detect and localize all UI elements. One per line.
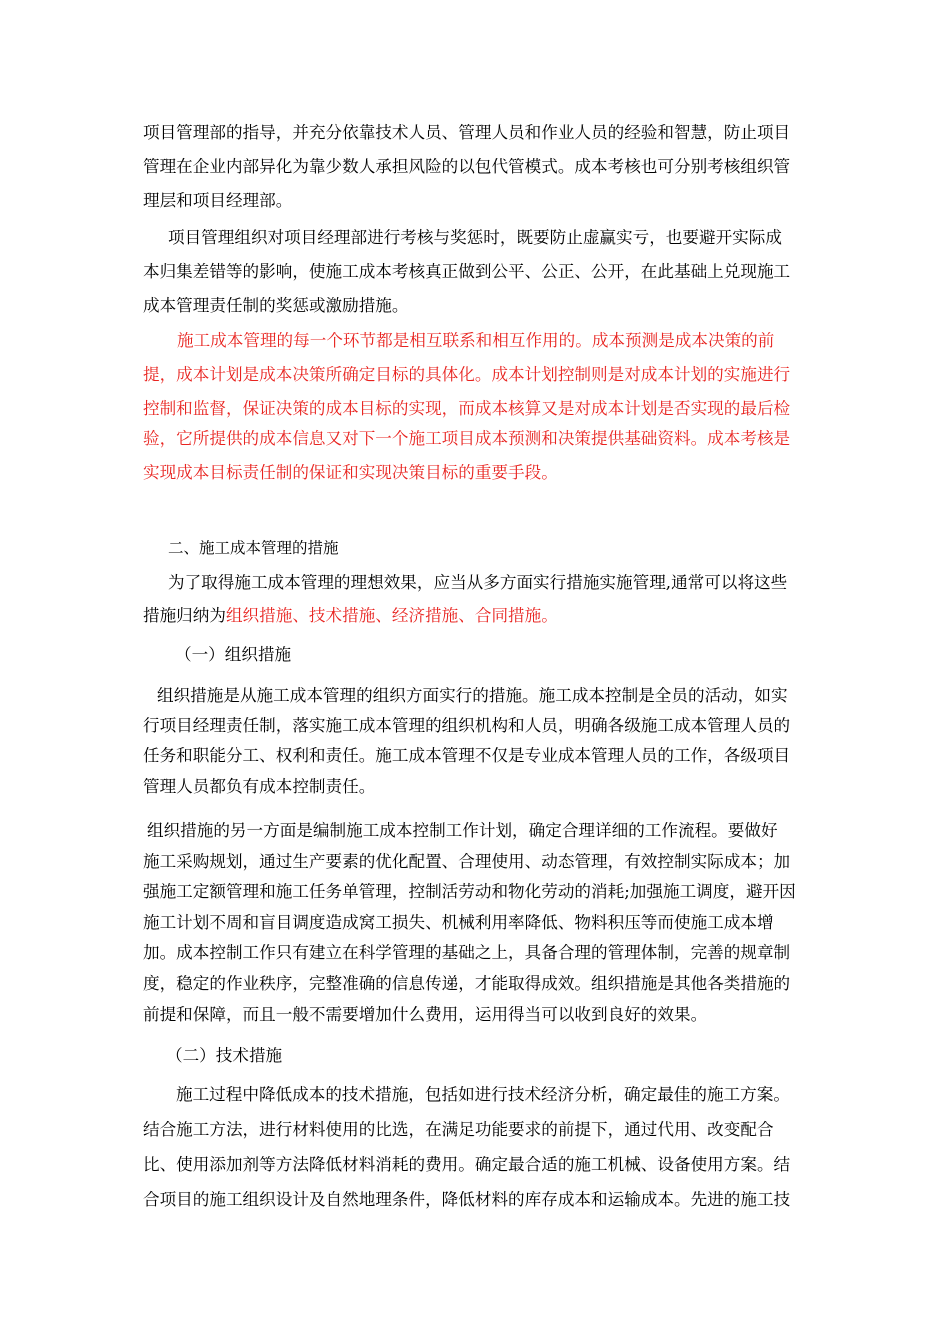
p6-line-2: 施工采购规划，通过生产要素的优化配置、合理使用、动态管理，有效控制实际成本；加 xyxy=(143,852,791,871)
p1-line-2: 管理在企业内部异化为靠少数人承担风险的以包代管模式。成本考核也可分别考核组织管 xyxy=(143,157,791,176)
p7-line-2: 结合施工方法，进行材料使用的比选，在满足功能要求的前提下，通过代用、改变配合 xyxy=(143,1120,774,1139)
p5-line-1: 组织措施是从施工成本管理的组织方面实行的措施。施工成本控制是全员的活动，如实 xyxy=(157,686,788,705)
p4-line-2 xyxy=(143,606,558,626)
p4-line-2-prefix: 措施归纳为 xyxy=(143,606,226,625)
p5-line-4: 管理人员都负有成本控制责任。 xyxy=(143,777,376,796)
p7-line-1: 施工过程中降低成本的技术措施，包括如进行技术经济分析，确定最佳的施工方案。 xyxy=(176,1085,790,1104)
p6-line-5: 加。成本控制工作只有建立在科学管理的基础之上，具备合理的管理体制，完善的规章制 xyxy=(143,943,791,962)
p7-line-3: 比、使用添加剂等方法降低材料消耗的费用。确定最合适的施工机械、设备使用方案。结 xyxy=(143,1155,791,1174)
p5-line-2: 行项目经理责任制，落实施工成本管理的组织机构和人员，明确各级施工成本管理人员的 xyxy=(143,716,791,735)
p3-line-5: 实现成本目标责任制的保证和实现决策目标的重要手段。 xyxy=(143,463,558,482)
section-heading: 二、施工成本管理的措施 xyxy=(168,539,339,557)
p6-line-6: 度，稳定的作业秩序，完整准确的信息传递，才能取得成效。组织措施是其他各类措施的 xyxy=(143,974,791,993)
p3-line-1: 施工成本管理的每一个环节都是相互联系和相互作用的。成本预测是成本决策的前 xyxy=(177,331,775,350)
p4-line-2-measures: 组织措施、技术措施、经济措施、合同措施。 xyxy=(225,606,558,625)
p1-line-1: 项目管理部的指导，并充分依靠技术人员、管理人员和作业人员的经验和智慧，防止项目 xyxy=(143,123,791,142)
p3-line-2: 提，成本计划是成本决策所确定目标的具体化。成本计划控制则是对成本计划的实施进行 xyxy=(143,365,791,384)
p7-line-4: 合项目的施工组织设计及自然地理条件，降低材料的库存成本和运输成本。先进的施工技 xyxy=(143,1190,791,1209)
subheading-organizational: （一）组织措施 xyxy=(175,645,292,664)
p1-line-3: 理层和项目经理部。 xyxy=(143,191,293,210)
p4-line-1: 为了取得施工成本管理的理想效果，应当从多方面实行措施实施管理,通常可以将这些 xyxy=(168,573,788,592)
p6-line-3: 强施工定额管理和施工任务单管理，控制活劳动和物化劳动的消耗;加强施工调度，避开因 xyxy=(143,882,796,901)
p2-line-1: 项目管理组织对项目经理部进行考核与奖惩时，既要防止虚赢实亏，也要避开实际成 xyxy=(168,228,782,247)
p2-line-2: 本归集差错等的影响，使施工成本考核真正做到公平、公正、公开，在此基础上兑现施工 xyxy=(143,262,791,281)
p3-line-4: 验，它所提供的成本信息又对下一个施工项目成本预测和决策提供基础资料。成本考核是 xyxy=(143,429,791,448)
p6-line-1: 组织措施的另一方面是编制施工成本控制工作计划，确定合理详细的工作流程。要做好 xyxy=(147,821,778,840)
subheading-technical: （二）技术措施 xyxy=(166,1046,283,1065)
p6-line-4: 施工计划不周和盲目调度造成窝工损失、机械利用率降低、物料积压等而使施工成本增 xyxy=(143,913,774,932)
p3-line-3: 控制和监督，保证决策的成本目标的实现，而成本核算又是对成本计划是否实现的最后检 xyxy=(143,399,791,418)
p5-line-3: 任务和职能分工、权利和责任。施工成本管理不仅是专业成本管理人员的工作，各级项目 xyxy=(143,746,791,765)
p2-line-3: 成本管理责任制的奖惩或激励措施。 xyxy=(143,296,409,315)
p6-line-7: 前提和保障，而且一般不需要增加什么费用，运用得当可以收到良好的效果。 xyxy=(143,1005,708,1024)
